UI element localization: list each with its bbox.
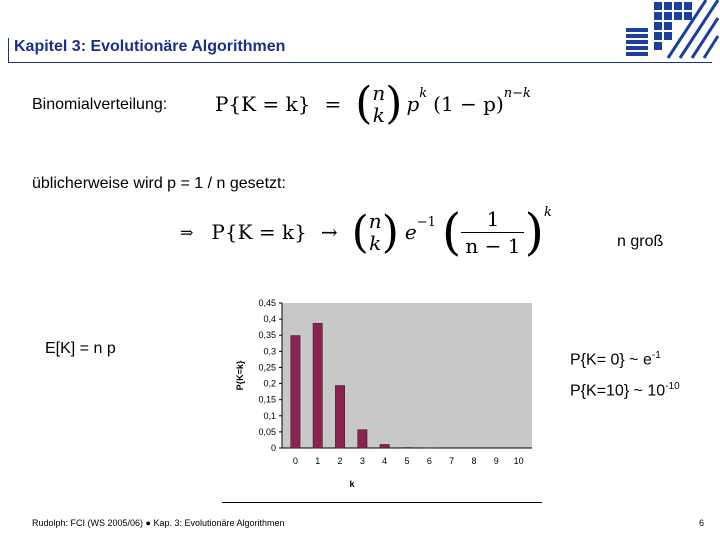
limit-lhs: P{K = k} — [211, 220, 307, 244]
x-tick-label: 0 — [292, 456, 298, 466]
y-tick-label: 0,25 — [258, 362, 276, 373]
bar — [380, 444, 389, 448]
x-tick-label: 9 — [493, 456, 499, 466]
open-paren-icon: ( — [441, 203, 462, 261]
limit-formula — [180, 203, 552, 261]
fraction-numerator: 1 — [461, 206, 524, 233]
bar — [291, 336, 300, 448]
right-arrow-icon: → — [320, 220, 338, 244]
binom-k: k — [372, 102, 385, 127]
prob-zero-note: P{K= 0} ~ $e^{-1}$ — [570, 350, 661, 369]
title-rule — [8, 62, 712, 63]
equals-sign: = — [324, 91, 342, 116]
close-paren-icon: ) — [381, 206, 399, 258]
exp-minus-one: −1 — [416, 214, 436, 230]
x-tick-label: 4 — [382, 456, 388, 466]
x-axis-label: k — [349, 479, 355, 489]
y-tick-label: 0,3 — [263, 346, 276, 357]
open-paren-icon: ( — [355, 78, 373, 129]
close-paren-icon: ) — [385, 78, 403, 129]
n-large-note: n groß — [617, 233, 664, 250]
exp-k: k — [419, 86, 428, 101]
fraction-denominator: n − 1 — [465, 233, 521, 258]
prob-ten-note: P{K=10} ~ $10^{-10}$ — [570, 381, 680, 400]
close-paren-icon: ) — [524, 203, 544, 261]
y-tick-label: 0 — [270, 443, 276, 453]
y-tick-label: 0,1 — [263, 410, 276, 421]
x-tick-label: 2 — [337, 456, 343, 466]
x-tick-label: 3 — [359, 456, 365, 466]
exp-n-minus-k: n−k — [503, 86, 531, 101]
expectation-note: E[K] = n p — [45, 340, 116, 357]
factor-1-minus-p: (1 − p) — [433, 91, 504, 116]
x-tick-label: 10 — [513, 456, 524, 466]
y-tick-label: 0,35 — [258, 330, 276, 341]
exp-k: k — [543, 204, 552, 220]
usual-setting-label: üblicherweise wird p = 1 / n gesetzt: — [32, 175, 286, 192]
y-tick-label: 0,4 — [263, 314, 276, 325]
x-tick-label: 5 — [404, 456, 410, 466]
y-tick-label: 0,05 — [258, 426, 276, 437]
binom-n: n — [372, 80, 386, 105]
title-rule-left — [8, 38, 9, 62]
binom-n: n — [368, 209, 382, 233]
term-e: e — [404, 220, 417, 244]
x-tick-label: 1 — [315, 456, 321, 466]
binomial-label: Binomialverteilung: — [32, 96, 168, 113]
binomial-lhs: P{K = k} — [215, 91, 311, 116]
binomial-formula — [215, 78, 531, 129]
implies-icon: ⇒ — [180, 222, 194, 242]
x-tick-label: 8 — [471, 456, 477, 466]
y-axis-label: P{K=k} — [235, 360, 245, 391]
term-p: p — [406, 91, 420, 116]
y-tick-label: 0,15 — [258, 394, 276, 405]
open-paren-icon: ( — [351, 206, 369, 258]
y-tick-label: 0,45 — [258, 298, 276, 308]
binomial-bar-chart — [225, 295, 540, 495]
bar — [335, 385, 344, 448]
university-grid-logo-icon — [620, 0, 720, 60]
footer-rule — [222, 502, 542, 503]
y-tick-label: 0,2 — [263, 378, 276, 389]
binom-k: k — [369, 231, 382, 255]
bar — [313, 323, 322, 448]
x-tick-label: 7 — [449, 456, 455, 466]
x-tick-label: 6 — [426, 456, 432, 466]
page-number: 6 — [699, 518, 705, 528]
bar — [358, 430, 367, 448]
footer-text: Rudolph: FCI (WS 2005/06) ● Kap. 3: Evolutionäre Algorithmen — [32, 518, 285, 528]
slide-title: Kapitel 3: Evolutionäre Algorithmen — [14, 38, 286, 55]
